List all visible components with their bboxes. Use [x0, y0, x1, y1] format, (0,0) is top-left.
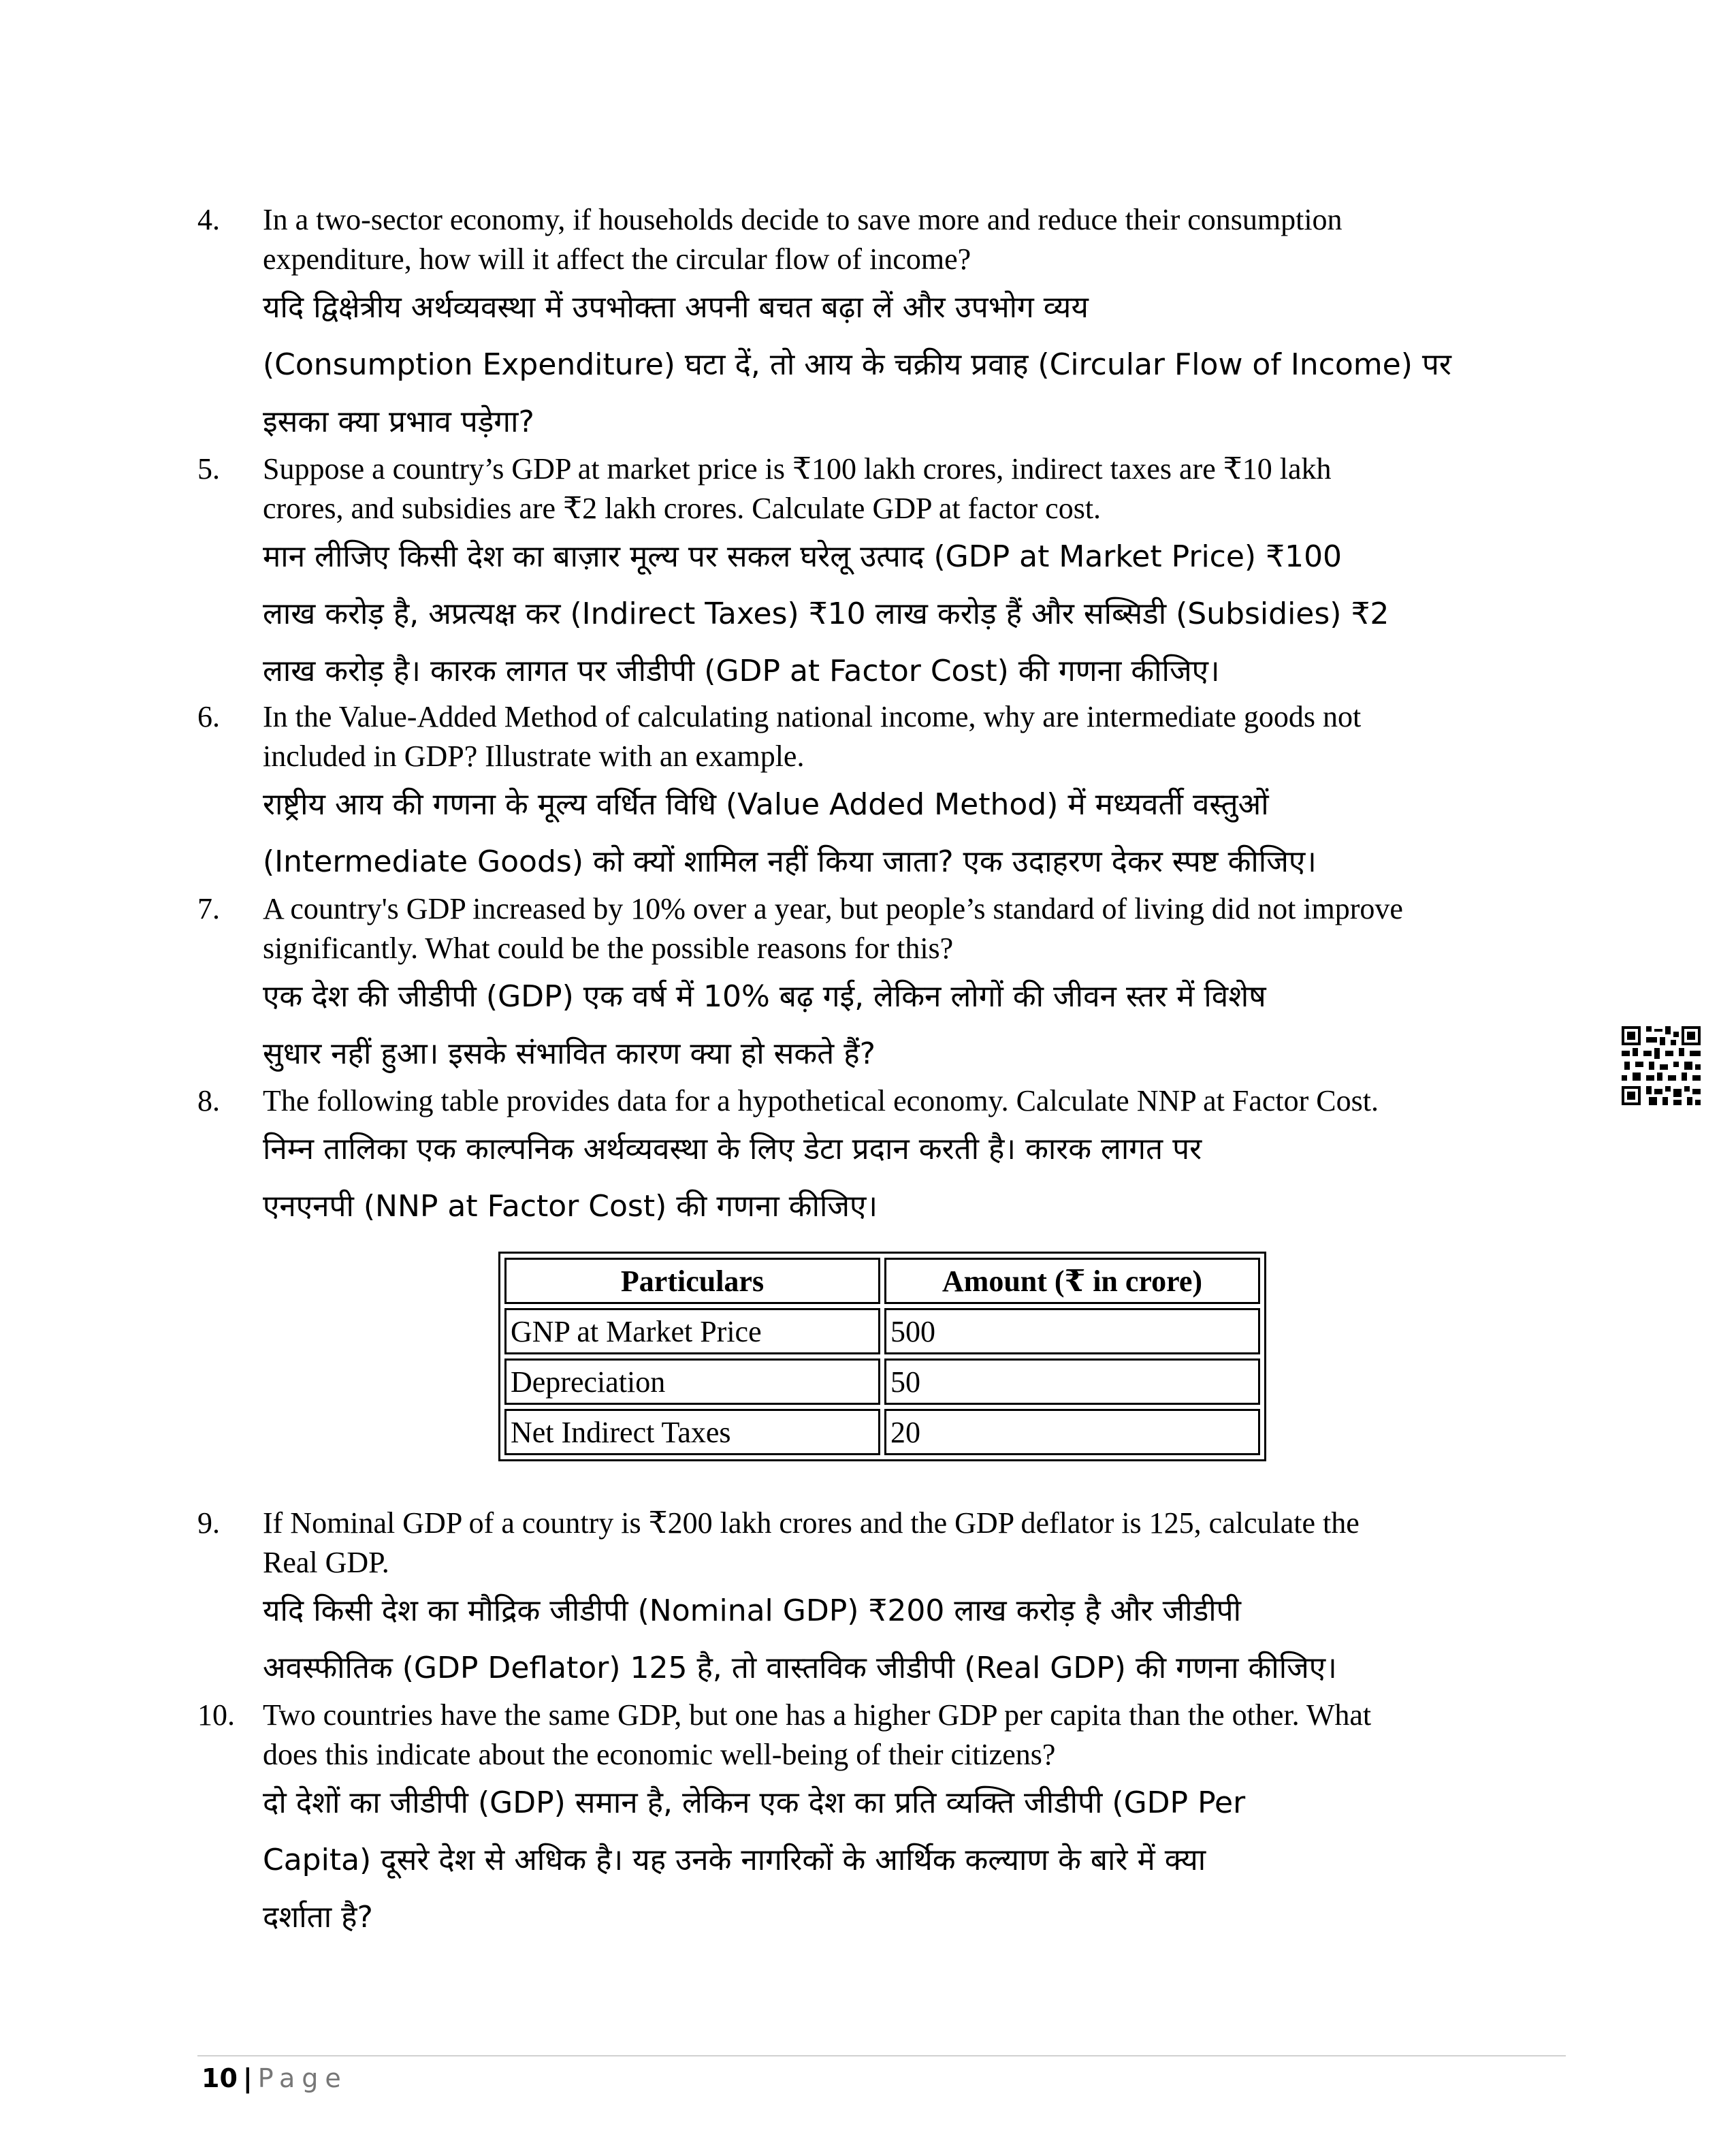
- table-row: [504, 1308, 1260, 1354]
- question-hindi: निम्न तालिका एक काल्पनिक अर्थव्यवस्था के लिए डेटा प्रदान करती है। कारक लागत पर एनएनपी (NNP at Factor Cost) की गणना कीजिए।: [263, 1132, 1202, 1224]
- qr-code-icon: [1622, 1026, 1701, 1106]
- data-table: [498, 1252, 1266, 1461]
- page-footer: [202, 2063, 348, 2093]
- question-number: 10.: [197, 1698, 235, 1732]
- question-english: In the Value-Added Method of calculating national income, why are intermediate goods not included in GDP? Illustrate with an example.: [263, 700, 1362, 773]
- footer-divider: [197, 2055, 1566, 2056]
- question-8: [197, 1081, 1593, 1235]
- table-header-row: [504, 1258, 1260, 1304]
- question-english: Two countries have the same GDP, but one has a higher GDP per capita than the other. What does this indicate about the economic well-being of their citizens?: [263, 1698, 1372, 1771]
- table-cell: GNP at Market Price: [504, 1308, 880, 1354]
- table-header: Amount (₹ in crore): [884, 1258, 1260, 1304]
- table-cell: 20: [884, 1409, 1260, 1455]
- page-number: 10: [202, 2063, 238, 2093]
- table-cell: Depreciation: [504, 1358, 880, 1405]
- question-hindi: यदि द्विक्षेत्रीय अर्थव्यवस्था में उपभोक्ता अपनी बचत बढ़ा लें और उपभोग व्यय (Consumption Expenditure) घटा दें, तो आय के चक्रीय प्रवाह (Circular Flow of Income) पर इसका क्या प्रभाव पड़ेगा?: [263, 290, 1451, 439]
- table-cell: 50: [884, 1358, 1260, 1405]
- question-hindi: दो देशों का जीडीपी (GDP) समान है, लेकिन एक देश का प्रति व्यक्ति जीडीपी (GDP Per Capita) दूसरे देश से अधिक है। यह उनके नागरिकों के आर्थिक कल्याण के बारे में क्या दर्शाता है?: [263, 1785, 1246, 1935]
- page-label: Page: [257, 2063, 348, 2093]
- question-number: 8.: [197, 1084, 220, 1117]
- question-number: 6.: [197, 700, 220, 733]
- question-hindi: मान लीजिए किसी देश का बाज़ार मूल्य पर सकल घरेलू उत्पाद (GDP at Market Price) ₹100 लाख करोड़ है, अप्रत्यक्ष कर (Indirect Taxes) ₹10 लाख करोड़ हैं और सब्सिडी (Subsidies) ₹2 लाख करोड़ है। कारक लागत पर जीडीपी (GDP at Factor Cost) की गणना कीजिए।: [263, 539, 1389, 688]
- table-header: Particulars: [504, 1258, 880, 1304]
- question-number: 5.: [197, 452, 220, 486]
- question-number: 7.: [197, 892, 220, 925]
- question-hindi: राष्ट्रीय आय की गणना के मूल्य वर्धित विधि (Value Added Method) में मध्यवर्ती वस्तुओं (Intermediate Goods) को क्यों शामिल नहीं किया जाता? एक उदाहरण देकर स्पष्ट कीजिए।: [263, 787, 1317, 879]
- question-5: [197, 449, 1593, 700]
- question-7: [197, 889, 1593, 1083]
- footer-separator: |: [242, 2063, 253, 2093]
- question-english: If Nominal GDP of a country is ₹200 lakh crores and the GDP deflator is 125, calculate the Real GDP.: [263, 1506, 1360, 1579]
- question-english: A country's GDP increased by 10% over a year, but people’s standard of living did not improve significantly. What could be the possible reasons for this?: [263, 892, 1403, 965]
- question-number: 4.: [197, 203, 220, 236]
- question-9: [197, 1504, 1593, 1697]
- table-row: [504, 1409, 1260, 1455]
- question-6: [197, 697, 1593, 891]
- question-number: 9.: [197, 1506, 220, 1540]
- table-cell: Net Indirect Taxes: [504, 1409, 880, 1455]
- question-english: In a two-sector economy, if households decide to save more and reduce their consumption expenditure, how will it affect the circular flow of income?: [263, 203, 1343, 276]
- question-hindi: यदि किसी देश का मौद्रिक जीडीपी (Nominal GDP) ₹200 लाख करोड़ है और जीडीपी अवस्फीतिक (GDP Deflator) 125 है, तो वास्तविक जीडीपी (Real GDP) की गणना कीजिए।: [263, 1593, 1337, 1685]
- question-english: Suppose a country’s GDP at market price is ₹100 lakh crores, indirect taxes are ₹10 lakh crores, and subsidies are ₹2 lakh crores. Calculate GDP at factor cost.: [263, 452, 1332, 525]
- table-cell: 500: [884, 1308, 1260, 1354]
- question-hindi: एक देश की जीडीपी (GDP) एक वर्ष में 10% बढ़ गई, लेकिन लोगों की जीवन स्तर में विशेष सुधार नहीं हुआ। इसके संभावित कारण क्या हो सकते हैं?: [263, 979, 1266, 1071]
- question-english: The following table provides data for a hypothetical economy. Calculate NNP at Factor Cost.: [263, 1084, 1379, 1117]
- question-4: [197, 200, 1593, 451]
- table-row: [504, 1358, 1260, 1405]
- question-10: [197, 1696, 1593, 1946]
